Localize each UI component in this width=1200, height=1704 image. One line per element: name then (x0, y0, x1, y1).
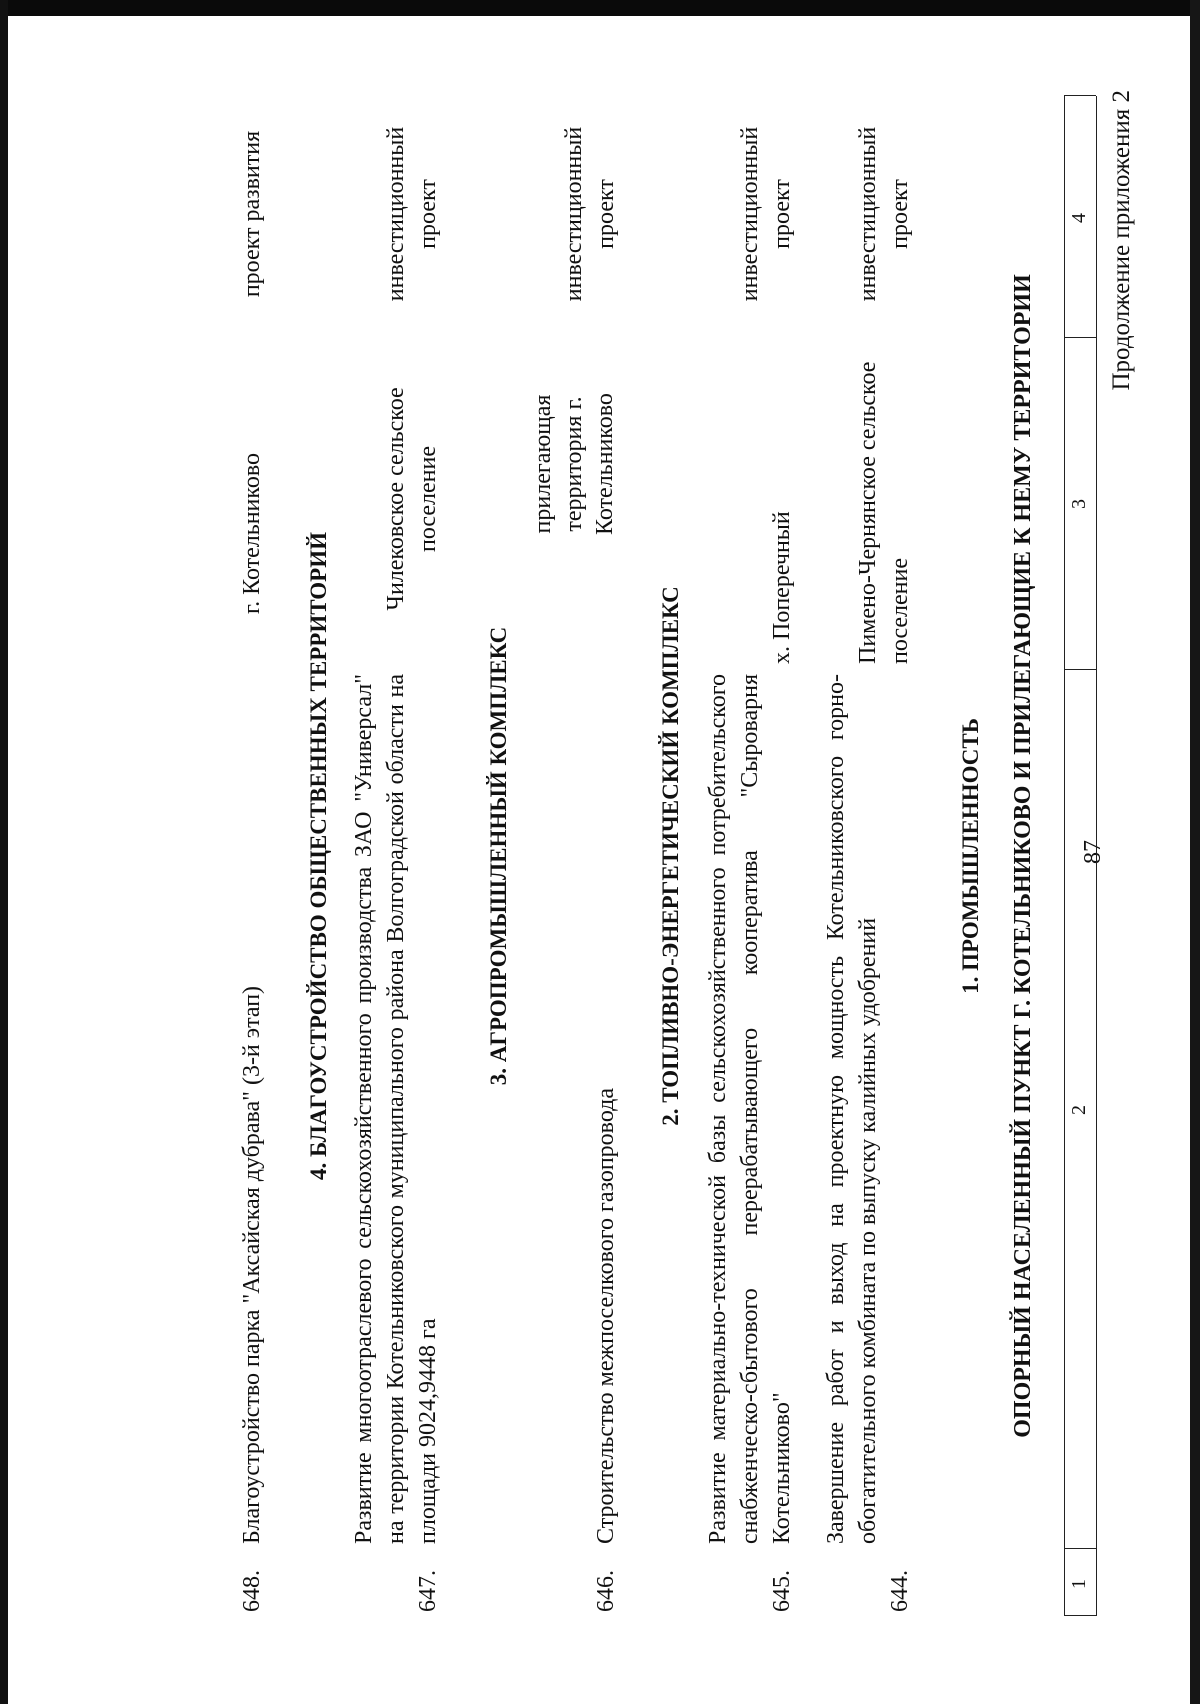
row-location: Пимено-Чернянское сельское поселение (855, 361, 913, 664)
row-location: г. Котельниково (239, 453, 265, 614)
header-bottom-rule (1064, 96, 1065, 1616)
column-divider (1064, 337, 1096, 338)
row-description: Завершение работ и выход на проектную мощность Котельниковского горно-обогатительного комбината по выпуску калийных удобрений (823, 674, 881, 1544)
section-heading: 1. ПРОМЫШЛЕННОСТЬ (958, 718, 983, 994)
row-description: Благоустройство парка "Аксайская дубрава" (3-й этап) (239, 985, 265, 1544)
row-project-type: инвестиционный проект (561, 126, 619, 302)
row-number: 645. (769, 1570, 795, 1612)
section-heading: 4. БЛАГОУСТРОЙСТВО ОБЩЕСТВЕННЫХ ТЕРРИТОРИЙ (306, 532, 331, 1180)
row-number: 646. (593, 1570, 619, 1612)
section-heading: 2. ТОПЛИВНО-ЭНЕРГЕТИЧЕСКИЙ КОМПЛЕКС (658, 586, 683, 1126)
row-description: Развитие многоотраслевого сельскохозяйственного производства ЗАО "Универсал" на территории Котельниковского муниципального района Волгоградской области на площади 9024,9448 га (351, 674, 441, 1544)
group-title: ОПОРНЫЙ НАСЕЛЕННЫЙ ПУНКТ Г. КОТЕЛЬНИКОВО И ПРИЛЕГАЮЩИЕ К НЕМУ ТЕРРИТОРИИ (1010, 274, 1036, 1438)
row-location: х. Поперечный (769, 511, 795, 664)
row-location: прилегающая территория г. Котельниково (530, 393, 618, 535)
column-number: 2 (1068, 1105, 1090, 1115)
row-location: Чилековское сельское поселение (383, 387, 441, 611)
row-project-type: проект развития (239, 130, 265, 298)
column-divider (1064, 1548, 1096, 1549)
section-heading: 3. АГРОПРОМЫШЛЕННЫЙ КОМПЛЕКС (486, 626, 511, 1086)
row-description: Строительство межпоселкового газопровода (593, 1088, 619, 1544)
column-number: 4 (1068, 213, 1090, 223)
row-number: 644. (887, 1570, 913, 1612)
row-description: Развитие материально-технической базы сельскохозяйственного потребительского снабженческо-сбытового перерабатывающего кооператива "Сыроварня Котельниково" (705, 674, 795, 1544)
column-divider (1064, 1615, 1096, 1616)
header-top-rule (1096, 96, 1097, 1616)
row-project-type: инвестиционный проект (383, 126, 441, 302)
row-project-type: инвестиционный проект (737, 126, 795, 302)
column-divider (1064, 95, 1096, 96)
row-number: 648. (239, 1570, 265, 1612)
row-number: 647. (415, 1570, 441, 1612)
column-number: 3 (1068, 499, 1090, 509)
continuation-title: Продолжение приложения 2 (1108, 90, 1135, 391)
column-divider (1064, 669, 1096, 670)
row-project-type: инвестиционный проект (855, 126, 913, 302)
page-number: 87 (1080, 840, 1106, 864)
column-number: 1 (1068, 1579, 1090, 1589)
